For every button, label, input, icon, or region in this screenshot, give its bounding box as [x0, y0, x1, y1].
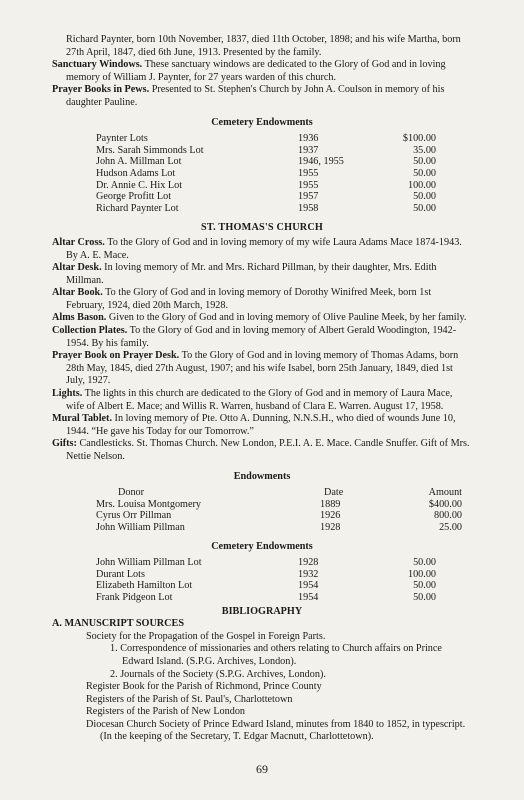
st-thomas-entry [52, 413, 472, 438]
endowments-heading: Endowments [233, 470, 291, 482]
entry-lead: Alms Bason. [52, 312, 107, 324]
amount-cell: 100.00 [407, 568, 436, 580]
table-row [96, 156, 436, 168]
amount-cell: 800.00 [433, 510, 462, 522]
name-cell: John A. Millman Lot [96, 156, 182, 168]
name-cell: Frank Pidgeon Lot [96, 591, 173, 603]
cemetery-endowments-heading-2: Cemetery Endowments [211, 540, 313, 552]
amount-cell: 50.00 [413, 167, 436, 179]
entry-lead: Sanctuary Windows. [52, 59, 143, 71]
name-cell: George Profitt Lot [96, 191, 172, 203]
year-cell: 1928 [298, 557, 319, 569]
entry-text: Candlesticks. St. Thomas Church. New London, P.E.I. A. E. Mace. Candle Snuffer. Gift of Mrs. Nettie Nelson. [66, 438, 470, 462]
table-row [96, 203, 436, 215]
amount-cell: 50.00 [413, 156, 436, 168]
page-content [52, 34, 472, 744]
entry-lead: Gifts: [52, 438, 77, 450]
year-cell: 1955 [298, 179, 319, 191]
entry-text: To the Glory of God and in loving memory of Albert Gerald Woodington, 1942-1954. By his family. [66, 325, 457, 349]
amount-cell: 50.00 [413, 580, 436, 592]
year-cell: 1926 [320, 510, 341, 522]
year-cell: 1954 [298, 580, 319, 592]
table-row [96, 592, 436, 604]
page-number: 69 [256, 762, 268, 776]
name-cell: Dr. Annie C. Hix Lot [96, 179, 183, 191]
table-row [96, 499, 462, 511]
donor-column-header: Donor [118, 487, 145, 499]
amount-cell: $400.00 [428, 498, 462, 510]
entry-text: The lights in this church are dedicated to the Glory of God and in memory of Laura Mace, wife of Albert E. Mace; and Willis R. Warren, husband of Clara E. Warren. August 17, 1958. [66, 388, 453, 412]
table-row [96, 522, 462, 534]
name-cell: Durant Lots [96, 568, 145, 580]
year-cell: 1955 [298, 167, 319, 179]
amount-cell: $100.00 [402, 133, 436, 145]
year-cell: 1954 [298, 591, 319, 603]
year-cell: 1936 [298, 133, 319, 145]
entry-lead: Lights. [52, 388, 83, 400]
entry-text: Given to the Glory of God and in loving memory of Olive Pauline Meek, by her family. [106, 312, 467, 324]
register-new-london: Registers of the Parish of New London [86, 706, 246, 718]
sanctuary-windows-entry [52, 59, 472, 84]
year-cell: 1958 [298, 202, 319, 214]
register-richmond: Register Book for the Parish of Richmond, Prince County [86, 681, 322, 693]
entry-text: To the Glory of God and in loving memory of Thomas Adams, born 28th May, 1845, died 27th August, 1907; and his wife Isabel, born 25th January, 1849, died 1st July, 1927. [66, 350, 459, 387]
entry-lead: Altar Desk. [52, 262, 102, 274]
amount-cell: 50.00 [413, 202, 436, 214]
entry-text: To the Glory of God and in loving memory of my wife Laura Adams Mace 1874-1943. By A. E. Mace. [66, 236, 462, 261]
st-thomas-entry [52, 388, 472, 413]
year-cell: 1889 [320, 498, 341, 510]
entry-text: To the Glory of God and in loving memory of Dorothy Winifred Meek, born 1st February, 1924, died 20th March, 1928. [66, 287, 432, 311]
entry-text: Presented to St. Stephen's Church by John A. Coulson in memory of his daughter Pauline. [66, 84, 445, 108]
table-row [96, 180, 436, 192]
spg-item-2: 2. Journals of the Society (S.P.G. Archives, London). [110, 668, 326, 680]
register-st-pauls: Registers of the Parish of St. Paul's, Charlottetown [86, 693, 293, 705]
entry-lead: Altar Cross. [52, 236, 105, 248]
st-thomas-entry [52, 312, 472, 325]
name-cell: Mrs. Sarah Simmonds Lot [96, 144, 204, 156]
name-cell: Richard Paynter Lot [96, 202, 179, 214]
amount-cell: 50.00 [413, 557, 436, 569]
entry-lead: Collection Plates. [52, 325, 128, 337]
st-thomas-entry [52, 438, 472, 463]
amount-cell: 100.00 [407, 179, 436, 191]
st-thomas-entry [52, 287, 472, 312]
cemetery-endowments-heading: Cemetery Endowments [211, 116, 313, 128]
name-cell: Cyrus Orr Pillman [96, 510, 172, 522]
table-row [96, 569, 436, 581]
st-thomas-entry [52, 325, 472, 350]
entry-lead: Prayer Books in Pews. [52, 84, 150, 96]
name-cell: Paynter Lots [96, 133, 148, 145]
table-row [96, 557, 436, 569]
st-thomas-entry [52, 237, 472, 262]
year-cell: 1937 [298, 144, 319, 156]
bibliography-heading: BIBLIOGRAPHY [221, 605, 303, 617]
entry-text: In loving memory of Mr. and Mrs. Richard Pillman, by their daughter, Mrs. Edith Millman. [66, 262, 437, 286]
table-header-row [96, 487, 462, 499]
spg-society-entry: Society for the Propagation of the Gospel in Foreign Parts. [86, 630, 326, 642]
name-cell: John William Pillman Lot [96, 557, 202, 569]
table-row [96, 191, 436, 203]
name-cell: Elizabeth Hamilton Lot [96, 580, 193, 592]
amount-cell: 50.00 [413, 191, 436, 203]
diocesan-society-entry: Diocesan Church Society of Prince Edward Island, minutes from 1840 to 1852, in typescript. (In the keeping of the Secretary, T. Edgar Macnutt, Charlottetown). [86, 718, 466, 743]
table-row [96, 580, 436, 592]
manuscript-sources-heading: A. MANUSCRIPT SOURCES [52, 618, 184, 630]
endowments-table [96, 487, 462, 533]
table-row [96, 510, 462, 522]
spg-item-1: 1. Correspondence of missionaries and others relating to Church affairs on Prince Edward Island. (S.P.G. Archives, London). [110, 643, 442, 667]
entry-text: In loving memory of Pte. Otto A. Dunning, N.N.S.H., who died of wounds June 10, 1944. “He gave his Today for our Tomorrow.” [66, 413, 456, 437]
st-thomas-entry [52, 350, 472, 388]
cemetery-endowments-table [96, 133, 436, 214]
st-thomas-entries [52, 237, 472, 464]
prayer-books-entry [52, 84, 472, 109]
year-cell: 1946, 1955 [298, 156, 344, 168]
name-cell: Hudson Adams Lot [96, 167, 176, 179]
amount-cell: 50.00 [413, 591, 436, 603]
table-row [96, 168, 436, 180]
name-cell: John William Pillman [96, 521, 185, 533]
entry-lead: Prayer Book on Prayer Desk. [52, 350, 180, 362]
entry-lead: Mural Tablet. [52, 413, 112, 425]
table-row [96, 133, 436, 145]
paynter-dedication: Richard Paynter, born 10th November, 1837, died 11th October, 1898; and his wife Martha, born 27th April, 1847, died 6th June, 1913. Presented by the family. [66, 34, 461, 58]
year-cell: 1957 [298, 191, 319, 203]
table-row [96, 145, 436, 157]
amount-cell: 25.00 [439, 521, 462, 533]
entry-text: These sanctuary windows are dedicated to the Glory of God and in loving memory of William J. Paynter, for 27 years warden of this church. [66, 59, 446, 83]
entry-lead: Altar Book. [52, 287, 103, 299]
st-thomas-entry [52, 262, 472, 287]
date-column-header: Date [324, 487, 344, 499]
amount-cell: 35.00 [413, 144, 436, 156]
amount-column-header: Amount [428, 487, 462, 499]
cemetery-endowments-table-2 [96, 557, 436, 603]
year-cell: 1928 [320, 521, 341, 533]
name-cell: Mrs. Louisa Montgomery [96, 498, 201, 510]
year-cell: 1932 [298, 568, 319, 580]
st-thomas-heading: ST. THOMAS'S CHURCH [200, 222, 323, 234]
